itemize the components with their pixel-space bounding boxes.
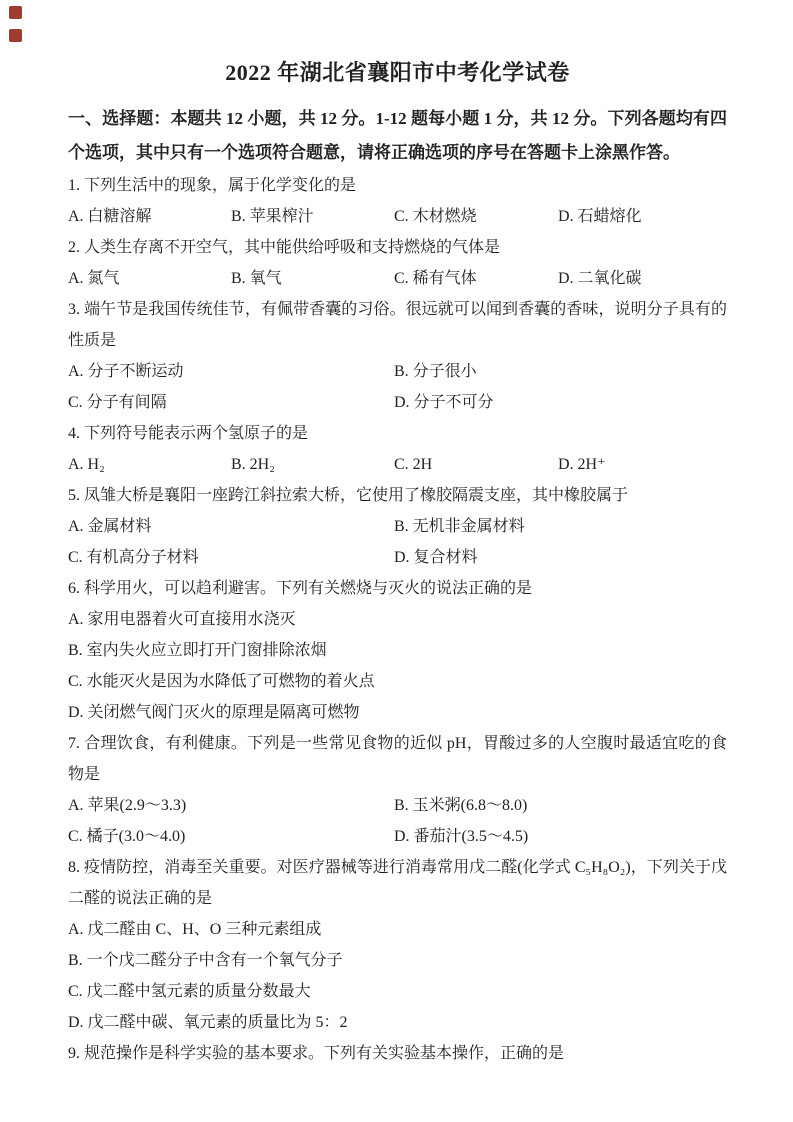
option-b: B. 室内失火应立即打开门窗排除浓烟 — [68, 642, 327, 659]
option-d: D. 关闭燃气阀门灭火的原理是隔离可燃物 — [68, 704, 360, 721]
option-b: B. 2H₂ — [231, 456, 275, 473]
option-d: D. 分子不可分 — [394, 394, 494, 411]
question-1 — [68, 170, 727, 232]
option-d: D. 复合材料 — [394, 549, 478, 566]
option-a: A. 家用电器着火可直接用水浇灭 — [68, 611, 296, 628]
option-d: D. 戊二醛中碳、氧元素的质量比为 5：2 — [68, 1014, 348, 1031]
option-c: C. 分子有间隔 — [68, 394, 167, 411]
option-a: A. H₂ — [68, 456, 105, 473]
question-2 — [68, 232, 727, 294]
option-c: C. 水能灭火是因为水降低了可燃物的着火点 — [68, 673, 375, 690]
question-stem: 1. 下列生活中的现象，属于化学变化的是 — [68, 177, 357, 194]
option-c: C. 稀有气体 — [394, 270, 477, 287]
corner-markers — [9, 6, 22, 52]
option-a: A. 苹果(2.9～3.3) — [68, 797, 187, 814]
option-c: C. 戊二醛中氢元素的质量分数最大 — [68, 983, 311, 1000]
option-a: A. 金属材料 — [68, 518, 152, 535]
question-7 — [68, 728, 727, 852]
question-options — [68, 263, 727, 294]
option-b: B. 玉米粥(6.8～8.0) — [394, 797, 528, 814]
question-options — [68, 790, 727, 852]
question-3 — [68, 294, 727, 418]
question-9 — [68, 1038, 727, 1069]
question-8 — [68, 852, 727, 1038]
option-a: A. 分子不断运动 — [68, 363, 184, 380]
questions-container — [68, 170, 727, 1069]
page-title: 2022 年湖北省襄阳市中考化学试卷 — [225, 60, 570, 85]
option-a: A. 白糖溶解 — [68, 208, 152, 225]
option-d: D. 2H⁺ — [558, 456, 606, 473]
option-b: B. 氧气 — [231, 270, 282, 287]
option-d: D. 石蜡熔化 — [558, 208, 642, 225]
question-options — [68, 449, 727, 480]
question-stem: 5. 凤雏大桥是襄阳一座跨江斜拉索大桥，它使用了橡胶隔震支座，其中橡胶属于 — [68, 487, 629, 504]
option-d: D. 二氧化碳 — [558, 270, 642, 287]
question-options — [68, 356, 727, 418]
question-4 — [68, 418, 727, 480]
question-stem: 6. 科学用火，可以趋利避害。下列有关燃烧与灭火的说法正确的是 — [68, 580, 533, 597]
question-stem: 7. 合理饮食，有利健康。下列是一些常见食物的近似 pH，胃酸过多的人空腹时最适宜吃的食物是 — [68, 735, 727, 783]
question-options — [68, 201, 727, 232]
option-b: B. 分子很小 — [394, 363, 477, 380]
question-stem: 8. 疫情防控，消毒至关重要。对医疗器械等进行消毒常用戊二醛(化学式 C₅H₈O₂)，下列关于戊二醛的说法正确的是 — [68, 859, 727, 907]
question-6 — [68, 573, 727, 728]
question-stem: 2. 人类生存离不开空气，其中能供给呼吸和支持燃烧的气体是 — [68, 239, 501, 256]
question-stem: 4. 下列符号能表示两个氢原子的是 — [68, 425, 309, 442]
option-d: D. 番茄汁(3.5～4.5) — [394, 828, 529, 845]
option-a: A. 戊二醛由 C、H、O 三种元素组成 — [68, 921, 322, 938]
red-square-marker — [9, 6, 22, 19]
option-b: B. 无机非金属材料 — [394, 518, 525, 535]
option-b: B. 苹果榨汁 — [231, 208, 314, 225]
option-b: B. 一个戊二醛分子中含有一个氧气分子 — [68, 952, 343, 969]
option-c: C. 橘子(3.0～4.0) — [68, 828, 186, 845]
question-stem: 3. 端午节是我国传统佳节，有佩带香囊的习俗。很远就可以闻到香囊的香味，说明分子具有的性质是 — [68, 301, 727, 349]
option-c: C. 有机高分子材料 — [68, 549, 199, 566]
section-intro: 一、选择题：本题共 12 小题，共 12 分。1-12 题每小题 1 分，共 12 分。下列各题均有四个选项，其中只有一个选项符合题意，请将正确选项的序号在答题卡上涂黑作答。 — [68, 109, 727, 162]
question-options — [68, 511, 727, 573]
question-options — [68, 914, 727, 1038]
option-c: C. 2H — [394, 456, 433, 473]
question-stem: 9. 规范操作是科学实验的基本要求。下列有关实验基本操作，正确的是 — [68, 1045, 565, 1062]
question-5 — [68, 480, 727, 573]
red-square-marker — [9, 29, 22, 42]
option-c: C. 木材燃烧 — [394, 208, 477, 225]
option-a: A. 氮气 — [68, 270, 120, 287]
question-options — [68, 604, 727, 728]
